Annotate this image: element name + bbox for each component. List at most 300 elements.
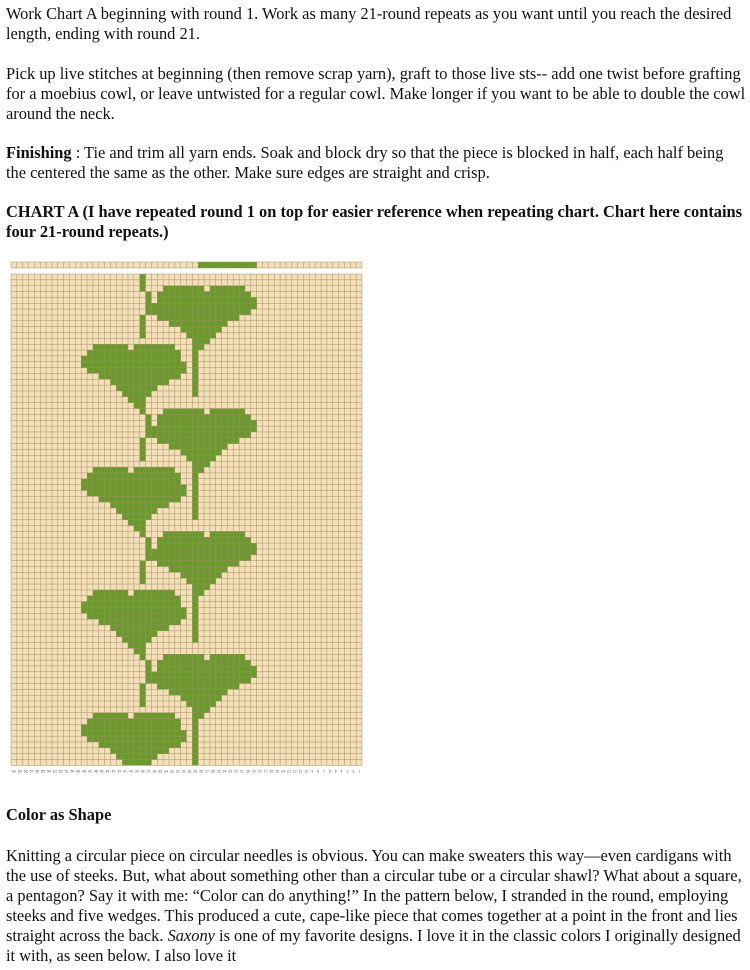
column-number: 20	[245, 769, 250, 774]
chart-stitch	[122, 473, 128, 479]
chart-stitch	[216, 315, 222, 321]
chart-stitch	[192, 590, 198, 596]
chart-stitch	[204, 561, 210, 567]
chart-stitch	[128, 379, 134, 385]
chart-stitch	[245, 666, 251, 672]
chart-stitch	[181, 409, 187, 415]
column-number: 29	[193, 769, 198, 774]
chart-stitch	[198, 432, 204, 438]
chart-stitch	[245, 543, 251, 549]
chart-stitch	[198, 689, 204, 695]
chart-stitch	[105, 613, 111, 619]
chart-stitch	[128, 754, 134, 760]
chart-stitch	[151, 344, 157, 350]
chart-stitch	[157, 490, 163, 496]
chart-stitch	[216, 684, 222, 690]
chart-stitch	[140, 760, 146, 766]
chart-stitch	[140, 689, 146, 695]
chart-stitch	[146, 742, 152, 748]
chart-stitch	[216, 444, 222, 450]
chart-stitch	[99, 362, 105, 368]
chart-stitch	[134, 490, 140, 496]
chart-stitch	[204, 444, 210, 450]
chart-stitch	[140, 490, 146, 496]
chart-stitch	[192, 455, 198, 461]
chart-stitch	[116, 368, 122, 374]
column-number: 2	[352, 769, 355, 774]
chart-stitch	[192, 409, 198, 415]
chart-stitch	[204, 684, 210, 690]
chart-stitch	[146, 508, 152, 514]
column-number: 57	[29, 769, 34, 774]
chart-stitch	[181, 695, 187, 701]
chart-stitch	[134, 526, 140, 532]
chart-stitch	[169, 672, 175, 678]
chart-stitch	[175, 660, 181, 666]
chart-stitch	[122, 502, 128, 508]
chart-stitch	[245, 672, 251, 678]
chart-stitch	[227, 531, 233, 537]
chart-stitch	[169, 426, 175, 432]
chart-stitch	[151, 373, 157, 379]
chart-stitch	[122, 379, 128, 385]
chart-stitch	[181, 438, 187, 444]
chart-stitch	[175, 490, 181, 496]
chart-stitch	[222, 292, 228, 298]
chart-stitch	[128, 391, 134, 397]
chart-stitch	[175, 368, 181, 374]
chart-stitch	[140, 613, 146, 619]
chart-stitch	[134, 754, 140, 760]
chart-stitch	[175, 303, 181, 309]
chart-stitch	[239, 543, 245, 549]
chart-stitch	[134, 397, 140, 403]
chart-stitch	[192, 724, 198, 730]
chart-stitch	[110, 502, 116, 508]
chart-stitch	[122, 496, 128, 502]
chart-stitch	[163, 373, 169, 379]
chart-stitch	[187, 444, 193, 450]
chart-stitch	[140, 333, 146, 339]
chart-stitch	[99, 350, 105, 356]
chart-stitch	[198, 684, 204, 690]
chart-stitch	[175, 420, 181, 426]
chart-stitch	[187, 684, 193, 690]
chart-stitch	[93, 736, 99, 742]
chart-stitch	[169, 420, 175, 426]
chart-stitch	[157, 660, 163, 666]
chart-stitch	[245, 678, 251, 684]
chart-stitch	[157, 555, 163, 561]
chart-stitch	[140, 514, 146, 520]
chart-stitch	[110, 713, 116, 719]
chart-stitch	[233, 426, 239, 432]
chart-stitch	[128, 631, 134, 637]
chart-stitch	[134, 607, 140, 613]
column-number: 4	[340, 769, 343, 774]
chart-stitch	[175, 596, 181, 602]
chart-stitch	[175, 496, 181, 502]
chart-stitch	[151, 350, 157, 356]
chart-stitch	[169, 373, 175, 379]
chart-stitch	[216, 689, 222, 695]
chart-stitch	[146, 496, 152, 502]
chart-stitch	[116, 490, 122, 496]
chart-stitch	[93, 596, 99, 602]
chart-stitch	[134, 362, 140, 368]
chart-stitch	[198, 654, 204, 660]
chart-stitch	[157, 713, 163, 719]
chart-stitch	[146, 479, 152, 485]
chart-stitch	[175, 613, 181, 619]
chart-stitch	[146, 602, 152, 608]
chart-stitch	[151, 432, 157, 438]
chart-stitch	[122, 748, 128, 754]
chart-stitch	[187, 689, 193, 695]
chart-stitch	[110, 742, 116, 748]
chart-stitch	[157, 613, 163, 619]
chart-stitch	[222, 689, 228, 695]
chart-stitch	[181, 567, 187, 573]
chart-stitch	[204, 432, 210, 438]
column-number: 53	[52, 769, 57, 774]
chart-stitch	[163, 561, 169, 567]
chart-stitch	[233, 543, 239, 549]
chart-stitch	[198, 309, 204, 315]
chart-stitch	[128, 607, 134, 613]
chart-stitch	[163, 713, 169, 719]
chart-stitch	[169, 368, 175, 374]
chart-stitch	[251, 426, 257, 432]
chart-stitch	[181, 684, 187, 690]
column-number: 33	[169, 769, 174, 774]
chart-stitch	[169, 567, 175, 573]
chart-stitch	[169, 713, 175, 719]
chart-stitch	[163, 379, 169, 385]
chart-stitch	[116, 344, 122, 350]
chart-stitch	[128, 724, 134, 730]
chart-stitch	[239, 286, 245, 292]
chart-stitch	[128, 373, 134, 379]
chart-stitch	[181, 613, 187, 619]
chart-stitch	[233, 420, 239, 426]
chart-stitch	[157, 602, 163, 608]
chart-stitch	[105, 724, 111, 730]
chart-stitch	[175, 315, 181, 321]
column-number: 42	[117, 769, 122, 774]
chart-stitch	[192, 736, 198, 742]
chart-stitch	[163, 409, 169, 415]
chart-stitch	[105, 485, 111, 491]
chart-stitch	[198, 537, 204, 543]
chart-stitch	[222, 678, 228, 684]
chart-stitch	[239, 414, 245, 420]
chart-stitch	[99, 719, 105, 725]
column-number: 25	[216, 769, 221, 774]
chart-stitch	[110, 479, 116, 485]
chart-stitch	[192, 485, 198, 491]
chart-stitch	[110, 719, 116, 725]
chart-stitch	[157, 625, 163, 631]
chart-stitch	[122, 590, 128, 596]
chart-stitch	[128, 596, 134, 602]
chart-stitch	[216, 297, 222, 303]
chart-stitch	[210, 262, 216, 268]
chart-stitch	[110, 473, 116, 479]
chart-stitch	[93, 590, 99, 596]
chart-stitch	[105, 362, 111, 368]
chart-stitch	[110, 344, 116, 350]
chart-stitch	[175, 543, 181, 549]
chart-stitch	[198, 578, 204, 584]
chart-stitch	[227, 684, 233, 690]
chart-stitch	[122, 602, 128, 608]
chart-stitch	[181, 321, 187, 327]
chart-stitch	[105, 607, 111, 613]
chart-stitch	[157, 362, 163, 368]
chart-stitch	[204, 461, 210, 467]
chart-stitch	[122, 607, 128, 613]
column-number: 3	[346, 769, 349, 774]
chart-stitch	[239, 666, 245, 672]
chart-stitch	[140, 438, 146, 444]
chart-stitch	[192, 350, 198, 356]
chart-stitch	[251, 262, 257, 268]
chart-stitch	[87, 485, 93, 491]
chart-stitch	[198, 297, 204, 303]
chart-stitch	[163, 742, 169, 748]
chart-stitch	[157, 438, 163, 444]
chart-stitch	[239, 262, 245, 268]
chart-stitch	[134, 724, 140, 730]
chart-stitch	[239, 549, 245, 555]
chart-stitch	[198, 590, 204, 596]
chart-stitch	[116, 736, 122, 742]
chart-stitch	[140, 567, 146, 573]
chart-stitch	[140, 350, 146, 356]
chart-stitch	[140, 701, 146, 707]
chart-stitch	[192, 631, 198, 637]
chart-stitch	[233, 672, 239, 678]
chart-stitch	[181, 444, 187, 450]
chart-stitch	[110, 724, 116, 730]
chart-stitch	[140, 695, 146, 701]
chart-stitch	[169, 356, 175, 362]
chart-stitch	[105, 596, 111, 602]
chart-stitch	[187, 531, 193, 537]
chart-stitch	[146, 391, 152, 397]
chart-stitch	[192, 327, 198, 333]
chart-stitch	[198, 262, 204, 268]
chart-stitch	[151, 748, 157, 754]
chart-stitch	[175, 362, 181, 368]
chart-stitch	[157, 736, 163, 742]
chart-stitch	[222, 561, 228, 567]
chart-stitch	[157, 496, 163, 502]
chart-stitch	[198, 678, 204, 684]
chart-stitch	[146, 309, 152, 315]
chart-stitch	[169, 479, 175, 485]
chart-stitch	[198, 414, 204, 420]
chart-stitch	[81, 479, 87, 485]
chart-stitch	[105, 473, 111, 479]
chart-stitch	[163, 748, 169, 754]
chart-stitch	[181, 531, 187, 537]
chart-stitch	[163, 368, 169, 374]
chart-stitch	[146, 660, 152, 666]
chart-stitch	[99, 602, 105, 608]
chart-stitch	[198, 344, 204, 350]
chart-stitch	[87, 613, 93, 619]
chart-stitch	[175, 438, 181, 444]
chart-stitch	[116, 596, 122, 602]
chart-stitch	[116, 602, 122, 608]
chart-stitch	[245, 303, 251, 309]
chart-stitch	[239, 303, 245, 309]
column-number: 28	[199, 769, 204, 774]
chart-stitch	[233, 432, 239, 438]
chart-stitch	[140, 531, 146, 537]
chart-stitch	[181, 666, 187, 672]
chart-stitch	[146, 502, 152, 508]
chart-stitch	[222, 438, 228, 444]
chart-stitch	[140, 520, 146, 526]
chart-stitch	[146, 754, 152, 760]
column-number: 37	[146, 769, 151, 774]
column-number: 48	[82, 769, 87, 774]
chart-stitch	[151, 467, 157, 473]
chart-stitch	[163, 485, 169, 491]
chart-stitch	[169, 292, 175, 298]
chart-stitch	[222, 684, 228, 690]
chart-stitch	[163, 414, 169, 420]
column-number: 44	[105, 769, 110, 774]
chart-stitch	[175, 432, 181, 438]
chart-stitch	[140, 596, 146, 602]
chart-stitch	[181, 309, 187, 315]
chart-stitch	[216, 292, 222, 298]
chart-stitch	[239, 292, 245, 298]
chart-stitch	[210, 549, 216, 555]
chart-stitch	[157, 309, 163, 315]
chart-stitch	[192, 531, 198, 537]
chart-stitch	[227, 420, 233, 426]
chart-stitch	[216, 678, 222, 684]
chart-stitch	[169, 590, 175, 596]
chart-stitch	[157, 719, 163, 725]
chart-stitch	[122, 467, 128, 473]
chart-stitch	[175, 537, 181, 543]
chart-stitch	[146, 385, 152, 391]
chart-stitch	[187, 678, 193, 684]
chart-stitch	[140, 450, 146, 456]
chart-stitch	[216, 537, 222, 543]
chart-stitch	[233, 309, 239, 315]
chart-stitch	[157, 473, 163, 479]
chart-stitch	[204, 333, 210, 339]
chart-stitch	[187, 561, 193, 567]
chart-stitch	[99, 373, 105, 379]
body-paragraph	[6, 846, 746, 966]
chart-stitch	[192, 391, 198, 397]
chart-stitch	[105, 602, 111, 608]
chart-stitch	[146, 373, 152, 379]
chart-stitch	[93, 368, 99, 374]
chart-stitch	[192, 561, 198, 567]
chart-stitch	[169, 742, 175, 748]
chart-stitch	[87, 736, 93, 742]
chart-stitch	[239, 537, 245, 543]
chart-stitch	[140, 455, 146, 461]
chart-stitch	[140, 637, 146, 643]
chart-stitch	[198, 584, 204, 590]
chart-stitch	[169, 613, 175, 619]
chart-stitch	[140, 526, 146, 532]
chart-stitch	[116, 467, 122, 473]
chart-stitch	[192, 438, 198, 444]
chart-stitch	[210, 689, 216, 695]
chart-stitch	[222, 549, 228, 555]
chart-stitch	[93, 719, 99, 725]
chart-stitch	[198, 455, 204, 461]
column-number: 54	[47, 769, 52, 774]
chart-stitch	[181, 561, 187, 567]
chart-stitch	[181, 654, 187, 660]
chart-stitch	[181, 543, 187, 549]
chart-stitch	[239, 420, 245, 426]
chart-stitch	[175, 409, 181, 415]
chart-stitch	[122, 514, 128, 520]
chart-stitch	[169, 666, 175, 672]
chart-stitch	[134, 368, 140, 374]
chart-stitch	[99, 724, 105, 730]
chart-stitch	[210, 678, 216, 684]
chart-stitch	[146, 613, 152, 619]
chart-stitch	[204, 567, 210, 573]
chart-stitch	[222, 660, 228, 666]
chart-stitch	[140, 485, 146, 491]
chart-stitch	[192, 321, 198, 327]
chart-stitch	[122, 619, 128, 625]
chart-stitch	[134, 613, 140, 619]
chart-stitch	[187, 695, 193, 701]
chart-stitch	[192, 707, 198, 713]
chart-stitch	[239, 660, 245, 666]
chart-stitch	[163, 297, 169, 303]
chart-stitch	[157, 543, 163, 549]
chart-stitch	[134, 391, 140, 397]
chart-stitch	[227, 537, 233, 543]
chart-stitch	[222, 315, 228, 321]
body-text-continued: is one of my favorite designs. I love it in the classic colors I originally designed it with, as seen below. I also love it	[6, 926, 741, 965]
chart-stitch	[169, 297, 175, 303]
chart-stitch	[204, 303, 210, 309]
chart-stitch	[192, 719, 198, 725]
column-number: 38	[140, 769, 145, 774]
chart-stitch	[251, 543, 257, 549]
column-number: 50	[70, 769, 75, 774]
chart-stitch	[198, 321, 204, 327]
chart-stitch	[216, 660, 222, 666]
chart-stitch	[99, 713, 105, 719]
chart-stitch	[128, 736, 134, 742]
chart-stitch	[187, 660, 193, 666]
chart-stitch	[198, 695, 204, 701]
chart-stitch	[192, 602, 198, 608]
chart-stitch	[157, 724, 163, 730]
column-number: 22	[234, 769, 239, 774]
chart-stitch	[128, 362, 134, 368]
